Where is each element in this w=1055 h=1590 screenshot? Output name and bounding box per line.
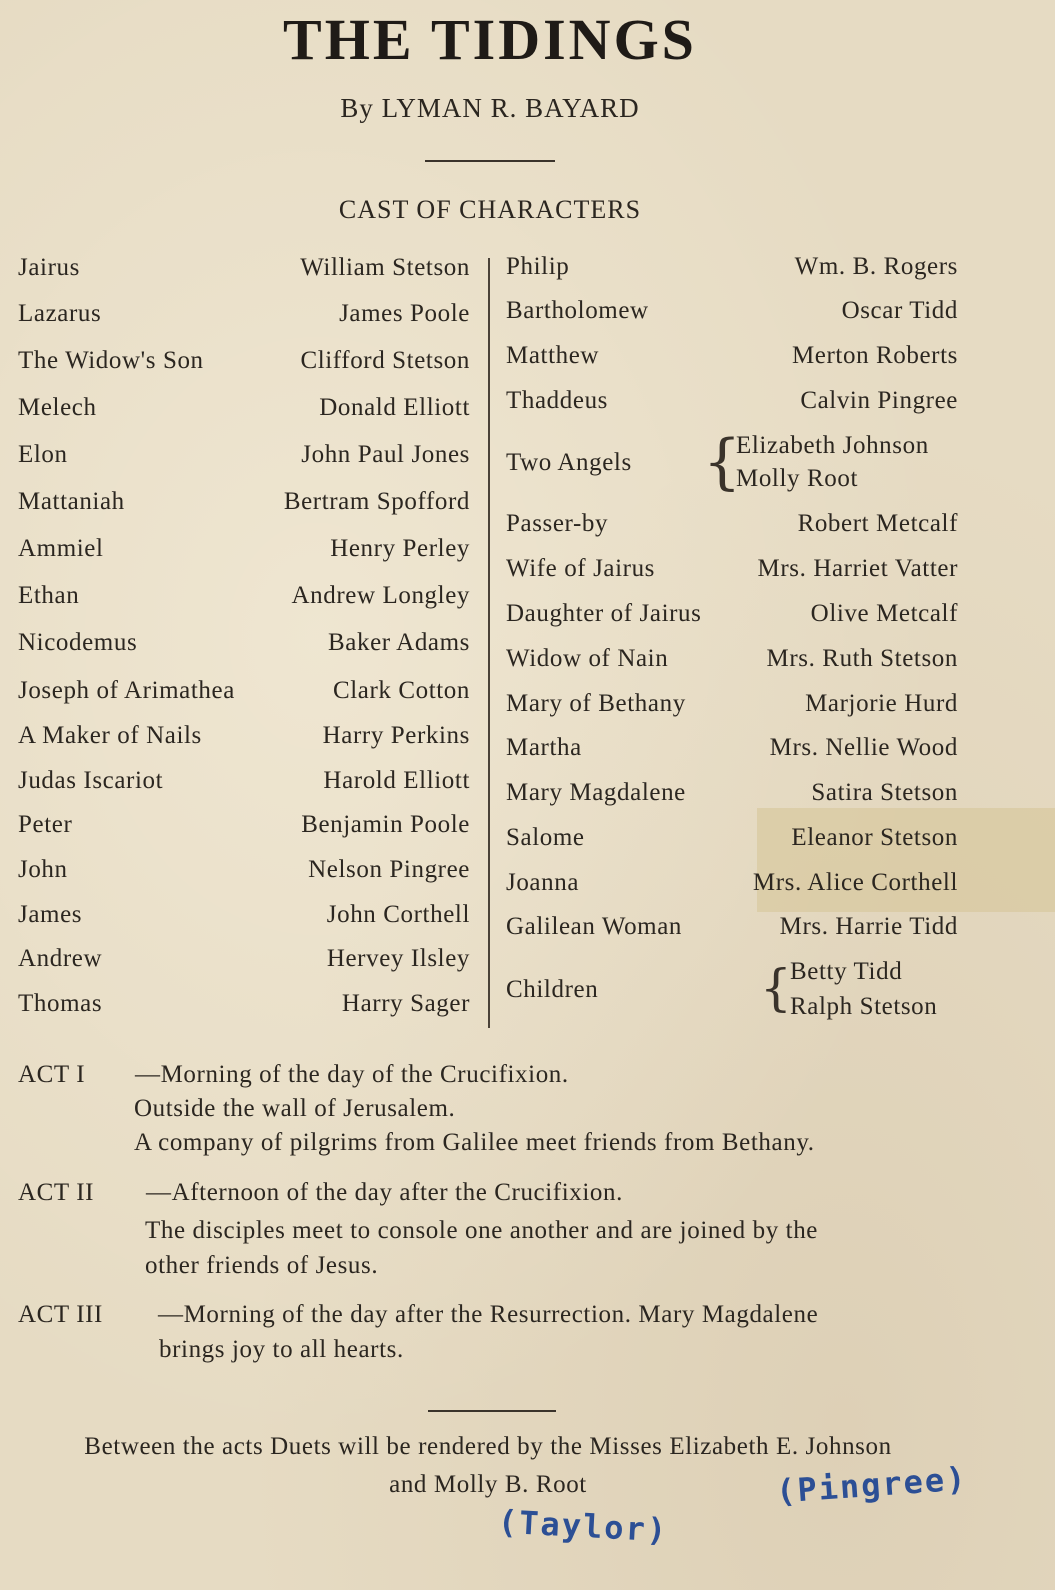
cast-row: [18, 254, 470, 288]
actor-name: Elizabeth Johnson: [736, 432, 929, 459]
actor-name: Clark Cotton: [332, 677, 470, 704]
actor-name: Benjamin Poole: [301, 811, 470, 838]
cast-row: [506, 824, 958, 858]
actor-name: Bertram Spofford: [283, 488, 470, 515]
cast-row: [18, 722, 470, 756]
actor-name: Nelson Pingree: [308, 856, 470, 883]
actor-name: Eleanor Stetson: [791, 824, 958, 851]
cast-row: [506, 510, 958, 544]
cast-row: [506, 387, 958, 421]
actor-name: Mrs. Alice Corthell: [752, 869, 958, 896]
role-name: Thaddeus: [506, 387, 608, 414]
cast-heading: CAST OF CHARACTERS: [338, 195, 642, 224]
cast-row: [18, 856, 470, 890]
role-name: Mattaniah: [18, 488, 125, 515]
divider-rule: [428, 1410, 556, 1412]
role-name: Widow of Nain: [506, 645, 669, 672]
cast-row: [18, 811, 470, 845]
role-name: Wife of Jairus: [506, 555, 656, 582]
actor-name: Andrew Longley: [291, 582, 470, 609]
cast-row: [18, 441, 470, 475]
act-line: Outside the wall of Jerusalem.: [134, 1095, 456, 1122]
role-name: Martha: [506, 734, 582, 761]
cast-row: [506, 645, 958, 679]
footer-line: Between the acts Duets will be rendered by the Misses Elizabeth E. Johnson: [84, 1433, 892, 1460]
cast-row: [18, 677, 470, 711]
actor-name: Harry Perkins: [322, 722, 470, 749]
cast-row: [18, 629, 470, 663]
act-line: —Afternoon of the day after the Crucifixion.: [146, 1179, 623, 1206]
divider-rule: [425, 160, 555, 162]
act-line: A company of pilgrims from Galilee meet friends from Bethany.: [134, 1129, 815, 1156]
role-name: Philip: [506, 253, 570, 280]
cast-row: [18, 945, 470, 979]
role-name: James: [18, 901, 83, 928]
act-description: [18, 1176, 978, 1286]
actor-name: Hervey Ilsley: [326, 945, 470, 972]
actor-name: Satira Stetson: [811, 779, 958, 806]
actor-name: Wm. B. Rogers: [794, 253, 958, 280]
role-name: Mary of Bethany: [506, 690, 686, 717]
cast-row: [18, 347, 470, 381]
cast-row: [18, 990, 470, 1024]
actor-name: Clifford Stetson: [300, 347, 470, 374]
actor-name: Betty Tidd: [790, 958, 903, 985]
cast-row: [506, 779, 958, 813]
act-description: [18, 1298, 978, 1370]
act-label: ACT I: [18, 1061, 86, 1088]
cast-row: [18, 488, 470, 522]
cast-row: [18, 300, 470, 334]
actor-name: Mrs. Harriet Vatter: [757, 555, 958, 582]
actor-name: Harry Sager: [341, 990, 470, 1017]
role-name: Galilean Woman: [506, 913, 683, 940]
page-title: THE TIDINGS: [283, 7, 697, 72]
role-name: Ammiel: [18, 535, 104, 562]
actor-name: John Corthell: [326, 901, 470, 928]
actor-name: Merton Roberts: [791, 342, 958, 369]
cast-row: [506, 253, 958, 287]
role-name: Elon: [18, 441, 68, 468]
handwritten-note: (Taylor): [497, 1502, 670, 1550]
role-name: Daughter of Jairus: [506, 600, 702, 627]
footer-line: and Molly B. Root: [389, 1471, 587, 1498]
actor-name: Henry Perley: [330, 535, 470, 562]
cast-row: [506, 913, 958, 947]
role-name: Thomas: [18, 990, 103, 1017]
role-name: Children: [506, 976, 599, 1003]
actor-name: Mrs. Harrie Tidd: [779, 913, 958, 940]
act-line: brings joy to all hearts.: [159, 1336, 404, 1363]
role-name: Joseph of Arimathea: [18, 677, 235, 704]
cast-row: [506, 342, 958, 376]
act-label: ACT III: [18, 1301, 103, 1328]
actor-name: Ralph Stetson: [790, 993, 938, 1020]
role-name: Andrew: [18, 945, 103, 972]
act-line: other friends of Jesus.: [145, 1252, 379, 1279]
role-name: Passer-by: [506, 510, 609, 537]
actor-name: Donald Elliott: [319, 394, 470, 421]
cast-row: [506, 869, 958, 903]
cast-row: [18, 582, 470, 616]
role-name: Joanna: [506, 869, 580, 896]
actor-name: John Paul Jones: [301, 441, 470, 468]
role-name: Bartholomew: [506, 297, 649, 324]
actor-name: Calvin Pingree: [800, 387, 958, 414]
act-line: —Morning of the day after the Resurrection. Mary Magdalene: [158, 1301, 819, 1328]
actor-name: Mrs. Ruth Stetson: [766, 645, 958, 672]
byline: By LYMAN R. BAYARD: [340, 93, 640, 123]
role-name: Nicodemus: [18, 629, 138, 656]
role-name: Two Angels: [506, 449, 632, 476]
role-name: Jairus: [18, 254, 80, 281]
cast-row: [506, 690, 958, 724]
cast-row: [18, 394, 470, 428]
actor-name: James Poole: [339, 300, 470, 327]
actor-name: Mrs. Nellie Wood: [769, 734, 958, 761]
role-name: A Maker of Nails: [18, 722, 202, 749]
actor-name: William Stetson: [300, 254, 470, 281]
cast-row: [18, 901, 470, 935]
role-name: Melech: [18, 394, 97, 421]
act-description: [18, 1058, 978, 1158]
act-line: The disciples meet to console one another and are joined by the: [145, 1217, 819, 1244]
actor-name: Harold Elliott: [323, 767, 470, 794]
brace-icon: {: [703, 427, 742, 497]
role-name: Matthew: [506, 342, 600, 369]
cast-row: [506, 297, 958, 331]
role-name: Judas Iscariot: [18, 767, 164, 794]
actor-name: Oscar Tidd: [841, 297, 958, 324]
role-name: Lazarus: [18, 300, 102, 327]
role-name: Peter: [18, 811, 73, 838]
brace-icon: {: [760, 959, 792, 1017]
actor-name: Olive Metcalf: [810, 600, 958, 627]
actor-name: Marjorie Hurd: [805, 690, 958, 717]
actor-name: Robert Metcalf: [797, 510, 958, 537]
actor-name: Molly Root: [736, 465, 858, 492]
role-name: John: [18, 856, 68, 883]
role-name: The Widow's Son: [18, 347, 204, 374]
role-name: Ethan: [18, 582, 80, 609]
role-name: Mary Magdalene: [506, 779, 686, 806]
act-label: ACT II: [18, 1179, 95, 1206]
role-name: Salome: [506, 824, 585, 851]
column-divider: [488, 258, 490, 1028]
cast-row: [18, 767, 470, 801]
actor-name: Baker Adams: [328, 629, 470, 656]
act-line: —Morning of the day of the Crucifixion.: [135, 1061, 569, 1088]
handwritten-note: (Pingree): [774, 1459, 969, 1511]
cast-row: [506, 555, 958, 589]
cast-row: [506, 600, 958, 634]
cast-row: [506, 734, 958, 768]
cast-row: [18, 535, 470, 569]
